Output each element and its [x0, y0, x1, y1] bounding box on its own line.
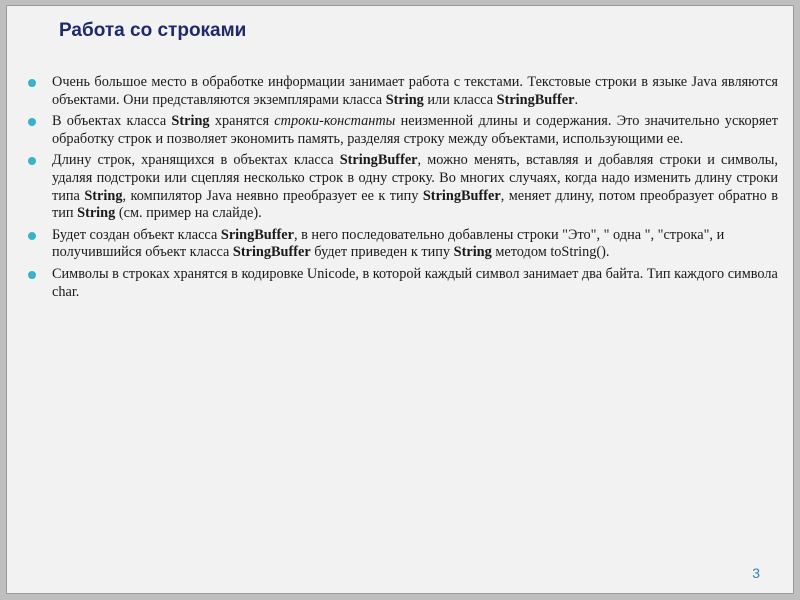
- bold-term: SringBuffer: [220, 226, 294, 243]
- text: будет приведен к типу: [310, 244, 454, 261]
- bullet-item-5: [26, 266, 778, 301]
- text: хранятся: [209, 113, 275, 130]
- text: Очень большое место в обработке информации занимает работа с текстами. Текстовые строки в языке Java являются объектами. Они представляются экземплярами класса: [52, 74, 778, 108]
- bullet-dot-icon: [28, 232, 36, 240]
- bullet-item-4: [26, 227, 778, 262]
- page-number: 3: [752, 565, 760, 581]
- bullet-dot-icon: [28, 118, 36, 126]
- bold-term: StringBuffer: [422, 187, 501, 204]
- bullet-item-3: [26, 152, 778, 222]
- bold-term: String: [84, 187, 123, 204]
- bold-term: String: [171, 113, 210, 130]
- text: , компилятор Java неявно преобразует ее к типу: [122, 187, 423, 204]
- slide-title: Работа со строками: [59, 20, 247, 41]
- text: методом toString().: [491, 244, 610, 261]
- bullet-item-2: [26, 113, 778, 148]
- bullet-item-1: [26, 74, 778, 109]
- text: (см. пример на слайде).: [115, 205, 262, 222]
- text: Длину строк, хранящихся в объектах класса: [52, 152, 340, 169]
- bold-term: String: [453, 244, 492, 261]
- text: , в него последовательно добавлены строки "Это", " одна ", "строка", и получившийся объект класса: [52, 226, 725, 261]
- bold-term: StringBuffer: [339, 152, 418, 169]
- text: , меняет длину, потом преобразует обратно в тип: [52, 187, 778, 222]
- text: Будет создан объект класса: [52, 226, 221, 243]
- text: или класса: [423, 91, 497, 108]
- text: .: [574, 91, 579, 108]
- text: Символы в строках хранятся в кодировке Unicode, в которой каждый символ занимает два байта. Тип каждого символа char.: [52, 265, 778, 300]
- bullet-dot-icon: [28, 271, 36, 279]
- bullet-dot-icon: [28, 79, 36, 87]
- text: неизменной длины и содержания. Это значительно ускоряет обработку строк и позволяет экономить память, разделяя строку между объектами, использующими ее.: [52, 113, 778, 147]
- bold-term: String: [385, 91, 424, 108]
- bold-term: String: [77, 205, 116, 222]
- slide: [6, 5, 794, 594]
- bullet-list: [26, 74, 778, 305]
- bullet-dot-icon: [28, 157, 36, 165]
- text: В объектах класса: [52, 113, 172, 130]
- bold-term: StringBuffer: [232, 244, 311, 261]
- text: , можно менять, вставляя и добавляя строки и символы, удаляя подстроки или сцепляя несколько строк в одну строку. Во многих случаях, когда надо изменить длину строки типа: [52, 152, 778, 204]
- bold-term: StringBuffer: [496, 91, 575, 108]
- italic-term: строки-константы: [274, 113, 396, 130]
